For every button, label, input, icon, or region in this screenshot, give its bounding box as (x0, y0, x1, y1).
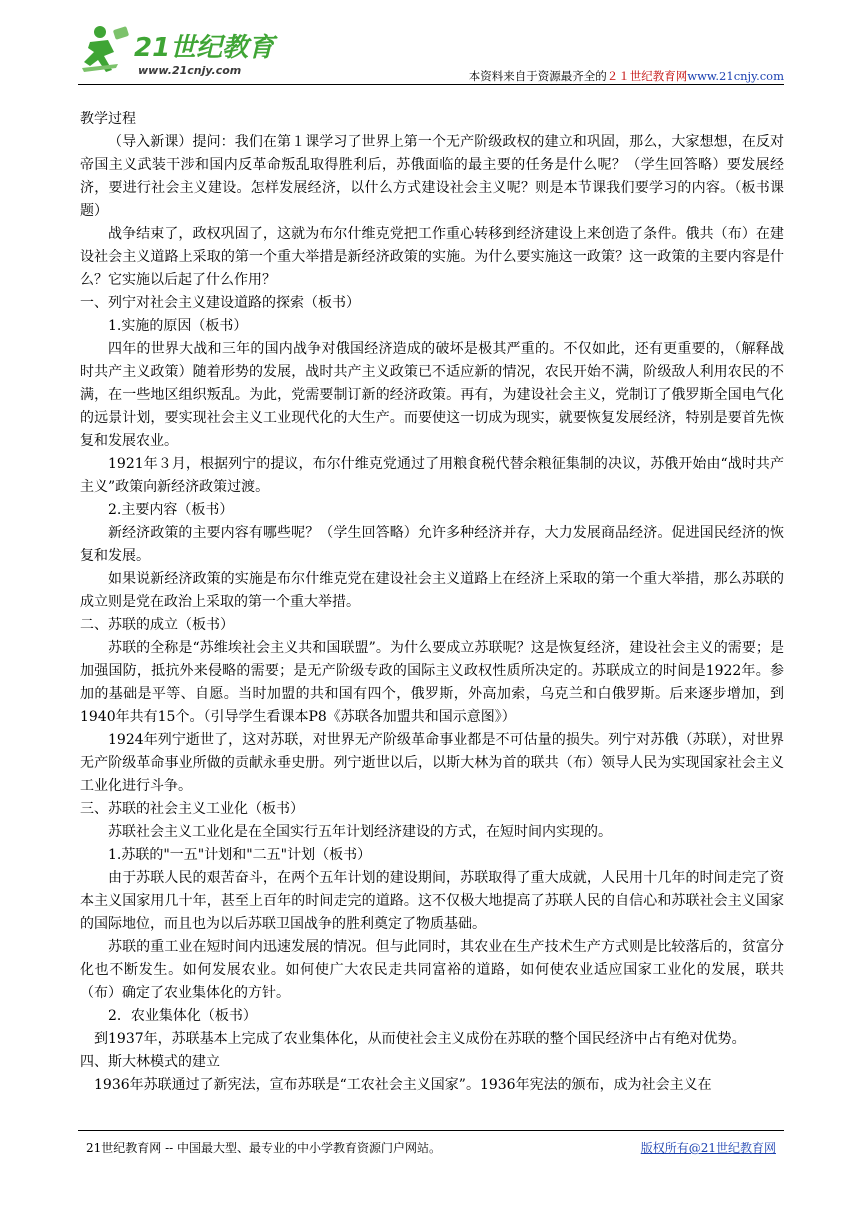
body-paragraph: 1921年３月，根据列宁的提议，布尔什维克党通过了用粮食税代替余粮征集制的决议，苏俄开始由“战时共产主义”政策向新经济政策过渡。 (80, 456, 784, 495)
section-heading: 三、苏联的社会主义工业化（板书） (80, 801, 304, 817)
section-heading: 一、列宁对社会主义建设道路的探索（板书） (80, 295, 360, 311)
site-logo[interactable] (78, 22, 288, 84)
body-paragraph: 1.实施的原因（板书） (108, 318, 248, 334)
page-header (78, 22, 784, 86)
page-footer (78, 1130, 784, 1155)
body-paragraph: 2.主要内容（板书） (108, 502, 234, 518)
body-paragraph: 如果说新经济政策的实施是布尔什维克党在建设社会主义道路上在经济上采取的第一个重大举措，那么苏联的成立则是党在政治上采取的第一个重大举措。 (80, 571, 784, 610)
source-site-name[interactable]: ２１世纪教育网 (606, 69, 688, 83)
footer-copyright-link[interactable]: 版权所有@21世纪教育网 (640, 1141, 776, 1155)
body-paragraph: 1.苏联的"一五"计划和"二五"计划（板书） (108, 847, 372, 863)
body-paragraph: 苏联的全称是“苏维埃社会主义共和国联盟”。为什么要成立苏联呢？这是恢复经济，建设社会主义的需要；是加强国防，抵抗外来侵略的需要；是无产阶级专政的国际主义政权性质所决定的。苏联成立的时间是1922年。参加的基础是平等、自愿。当时加盟的共和国有四个，俄罗斯，外高加索，乌克兰和白俄罗斯。后来逐步增加，到1940年共有15个。（引导学生看课本P8《苏联各加盟共和国示意图》） (80, 640, 784, 725)
section-heading: 教学过程 (80, 111, 136, 127)
document-body (80, 108, 784, 1097)
body-paragraph: 苏联的重工业在短时间内迅速发展的情况。但与此同时，其农业在生产技术生产方式则是比较落后的，贫富分化也不断发生。如何发展农业。如何使广大农民走共同富裕的道路，如何使农业适应国家工业化的发展，联共（布）确定了农业集体化的方针。 (80, 939, 784, 1001)
header-divider (78, 84, 784, 85)
body-paragraph: 新经济政策的主要内容有哪些呢？（学生回答略）允许多种经济并存，大力发展商品经济。促进国民经济的恢复和发展。 (80, 525, 784, 564)
section-heading: 二、苏联的成立（板书） (80, 617, 234, 633)
running-figure-icon (82, 26, 129, 72)
footer-site-description: 21世纪教育网 -- 中国最大型、最专业的中小学教育资源门户网站。 (86, 1141, 442, 1155)
body-paragraph: 苏联社会主义工业化是在全国实行五年计划经济建设的方式，在短时间内实现的。 (108, 824, 612, 840)
logo-title: 21世纪教育 (134, 33, 275, 63)
body-paragraph: 战争结束了，政权巩固了，这就为布尔什维克党把工作重心转移到经济建设上来创造了条件。俄共（布）在建设社会主义道路上采取的第一个重大举措是新经济政策的实施。为什么要实施这一政策？这一政策的主要内容是什么？它实施以后起了什么作用？ (80, 226, 784, 288)
body-paragraph: （导入新课）提问：我们在第１课学习了世界上第一个无产阶级政权的建立和巩固，那么，大家想想，在反对帝国主义武装干涉和国内反革命叛乱取得胜利后，苏俄面临的最主要的任务是什么呢？（学生回答略）要发展经济，要进行社会主义建设。怎样发展经济，以什么方式建设社会主义呢？则是本节课我们要学习的内容。（板书课题） (80, 134, 784, 219)
footer-divider (78, 1130, 784, 1131)
body-paragraph: 四年的世界大战和三年的国内战争对俄国经济造成的破坏是极其严重的。不仅如此，还有更重要的，（解释战时共产主义政策）随着形势的发展，战时共产主义政策已不适应新的情况，农民开始不满，阶级敌人利用农民的不满，在一些地区组织叛乱。为此，党需要制订新的经济政策。再有，为建设社会主义，党制订了俄罗斯全国电气化的远景计划，要实现社会主义工业现代化的大生产。而要使这一切成为现实，就要恢复发展经济，特别是要首先恢复和发展农业。 (80, 341, 784, 449)
body-paragraph: 1924年列宁逝世了，这对苏联，对世界无产阶级革命事业都是不可估量的损失。列宁对苏俄（苏联），对世界无产阶级革命事业所做的贡献永垂史册。列宁逝世以后，以斯大林为首的联共（布）领导人民为实现国家社会主义工业化进行斗争。 (80, 732, 784, 794)
source-prefix: 本资料来自于资源最齐全的 (468, 69, 607, 83)
body-paragraph: 2．农业集体化（板书） (108, 1008, 257, 1024)
body-paragraph: 到1937年，苏联基本上完成了农业集体化，从而使社会主义成份在苏联的整个国民经济中占有绝对优势。 (94, 1031, 746, 1047)
body-paragraph: 由于苏联人民的艰苦奋斗，在两个五年计划的建设期间，苏联取得了重大成就，人民用十几年的时间走完了资本主义国家用几十年，甚至上百年的时间走完的道路。这不仅极大地提高了苏联人民的自信心和苏联社会主义国家的国际地位，而且也为以后苏联卫国战争的胜利奠定了物质基础。 (80, 870, 784, 932)
source-url-link[interactable]: www.21cnjy.com (687, 69, 784, 83)
body-paragraph: 1936年苏联通过了新宪法，宣布苏联是“工农社会主义国家”。1936年宪法的颁布，成为社会主义在 (94, 1077, 712, 1093)
source-line (469, 68, 784, 84)
section-heading: 四、斯大林模式的建立 (80, 1054, 220, 1070)
logo-url: www.21cnjy.com (138, 64, 242, 77)
